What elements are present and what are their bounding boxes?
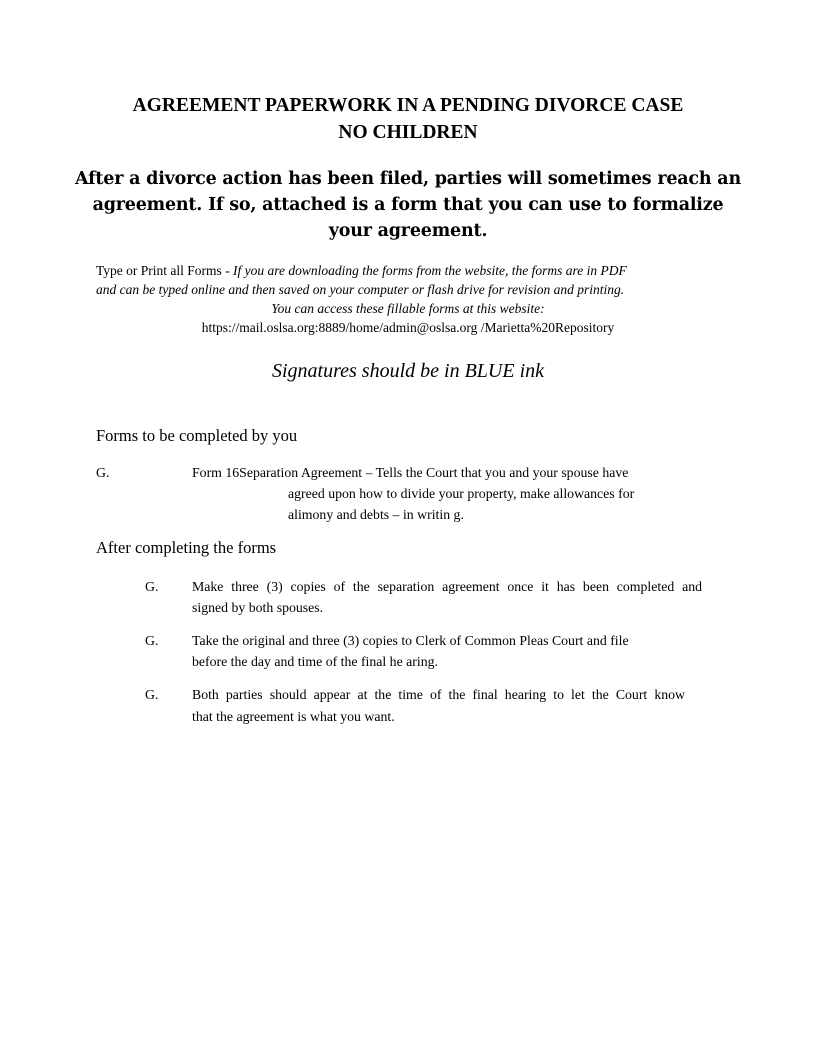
step-line-1: Take the original and three (3) copies to Clerk of Common Pleas Court and file [192, 633, 629, 648]
intro-line-3: your agreement. [328, 221, 488, 241]
step-line-1: Both parties should appear at the time of the final hearing to let the Court know [192, 687, 685, 702]
intro-line-1: After a divorce action has been filed, parties will sometimes reach an [75, 169, 741, 189]
document-title-line-1: AGREEMENT PAPERWORK IN A PENDING DIVORCE CASE [132, 95, 684, 116]
forms-item-bullet: G. [96, 465, 110, 480]
instructions-line-3: You can access these fillable forms at this website: [271, 301, 545, 316]
step-line-2: that the agreement is what you want. [192, 709, 395, 724]
intro-line-2: agreement. If so, attached is a form that you can use to formalize [92, 195, 724, 215]
forms-item-line-3: alimony and debts – in writin g. [288, 507, 464, 522]
forms-item-line-2: agreed upon how to divide your property, make allowances for [288, 486, 635, 501]
step-line-2: signed by both spouses. [192, 600, 324, 615]
step-line-2: before the day and time of the final he aring. [192, 654, 438, 669]
instructions-line-2: and can be typed online and then saved on your computer or flash drive for revision and printing. [96, 282, 625, 297]
signature-ink-notice: Signatures should be in BLUE ink [271, 360, 545, 382]
instructions-pdf-note: - If you are downloading the forms from the website, the forms are in PDF [221, 263, 627, 278]
document-title-line-2: NO CHILDREN [338, 122, 478, 143]
forms-website-url[interactable]: https://mail.oslsa.org:8889/home/admin@oslsa.org /Marietta%20Repository [201, 320, 615, 335]
step-bullet: G. [145, 687, 159, 702]
after-section-heading: After completing the forms [96, 538, 277, 557]
step-bullet: G. [145, 633, 159, 648]
forms-section-heading: Forms to be completed by you [96, 426, 298, 445]
instructions-line-1 [96, 261, 627, 280]
step-bullet: G. [145, 579, 159, 594]
instructions-lead: Type or Print all Forms [96, 263, 222, 278]
forms-item-line-1: Form 16Separation Agreement – Tells the Court that you and your spouse have [192, 465, 629, 480]
step-line-1: Make three (3) copies of the separation agreement once it has been completed and [192, 579, 702, 594]
